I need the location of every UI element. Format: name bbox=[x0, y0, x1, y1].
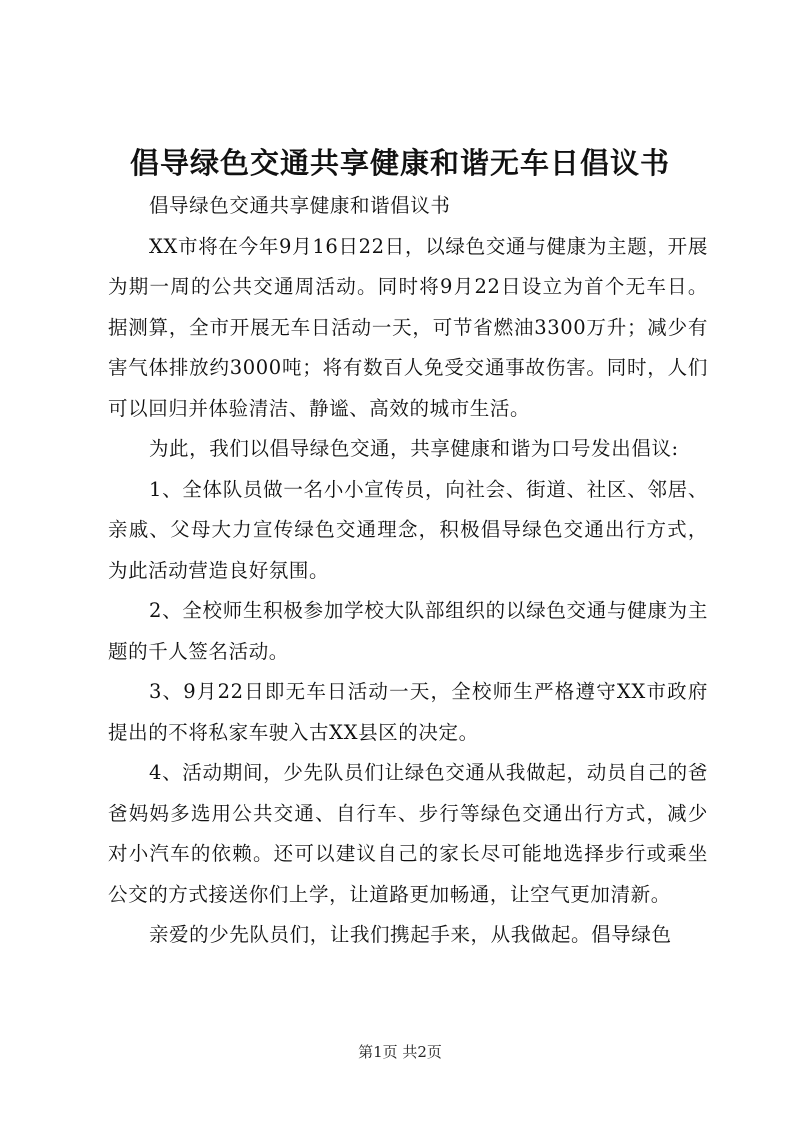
paragraph-item-1: 1、全体队员做一名小小宣传员，向社会、街道、社区、邻居、亲戚、父母大力宣传绿色交通理念，积极倡导绿色交通出行方式，为此活动营造良好氛围。 bbox=[108, 477, 708, 582]
paragraph-slogan: 为此，我们以倡导绿色交通，共享健康和谐为口号发出倡议: bbox=[148, 437, 679, 460]
document-body bbox=[108, 186, 708, 956]
document-title: 倡导绿色交通共享健康和谐无车日倡议书 bbox=[129, 146, 670, 180]
paragraph-item-2: 2、全校师生积极参加学校大队部组织的以绿色交通与健康为主题的千人签名活动。 bbox=[108, 599, 708, 663]
paragraph-intro: XX市将在今年9月16日22日，以绿色交通与健康为主题，开展为期一周的公共交通周活动。同时将9月22日设立为首个无车日。据测算，全市开展无车日活动一天，可节省燃油3300万升；减少有害气体排放约3000吨；将有数百人免受交通事故伤害。同时，人们可以回归并体验清洁、静谧、高效的城市生活。 bbox=[108, 234, 708, 420]
paragraph-item-4: 4、活动期间，少先队员们让绿色交通从我做起，动员自己的爸爸妈妈多选用公共交通、自行车、步行等绿色交通出行方式，减少对小汽车的依赖。还可以建议自己的家长尽可能地选择步行或乘坐公交的方式接送你们上学，让道路更加畅通，让空气更加清新。 bbox=[108, 761, 708, 906]
paragraph-item-3: 3、9月22日即无车日活动一天，全校师生严格遵守XX市政府提出的不将私家车驶入古XX县区的决定。 bbox=[108, 680, 708, 744]
paragraph-closing: 亲爱的少先队员们，让我们携起手来，从我做起。倡导绿色 bbox=[148, 923, 672, 946]
document-subtitle: 倡导绿色交通共享健康和谐倡议书 bbox=[148, 194, 451, 217]
page-footer: 第1页 共2页 bbox=[358, 1043, 442, 1061]
